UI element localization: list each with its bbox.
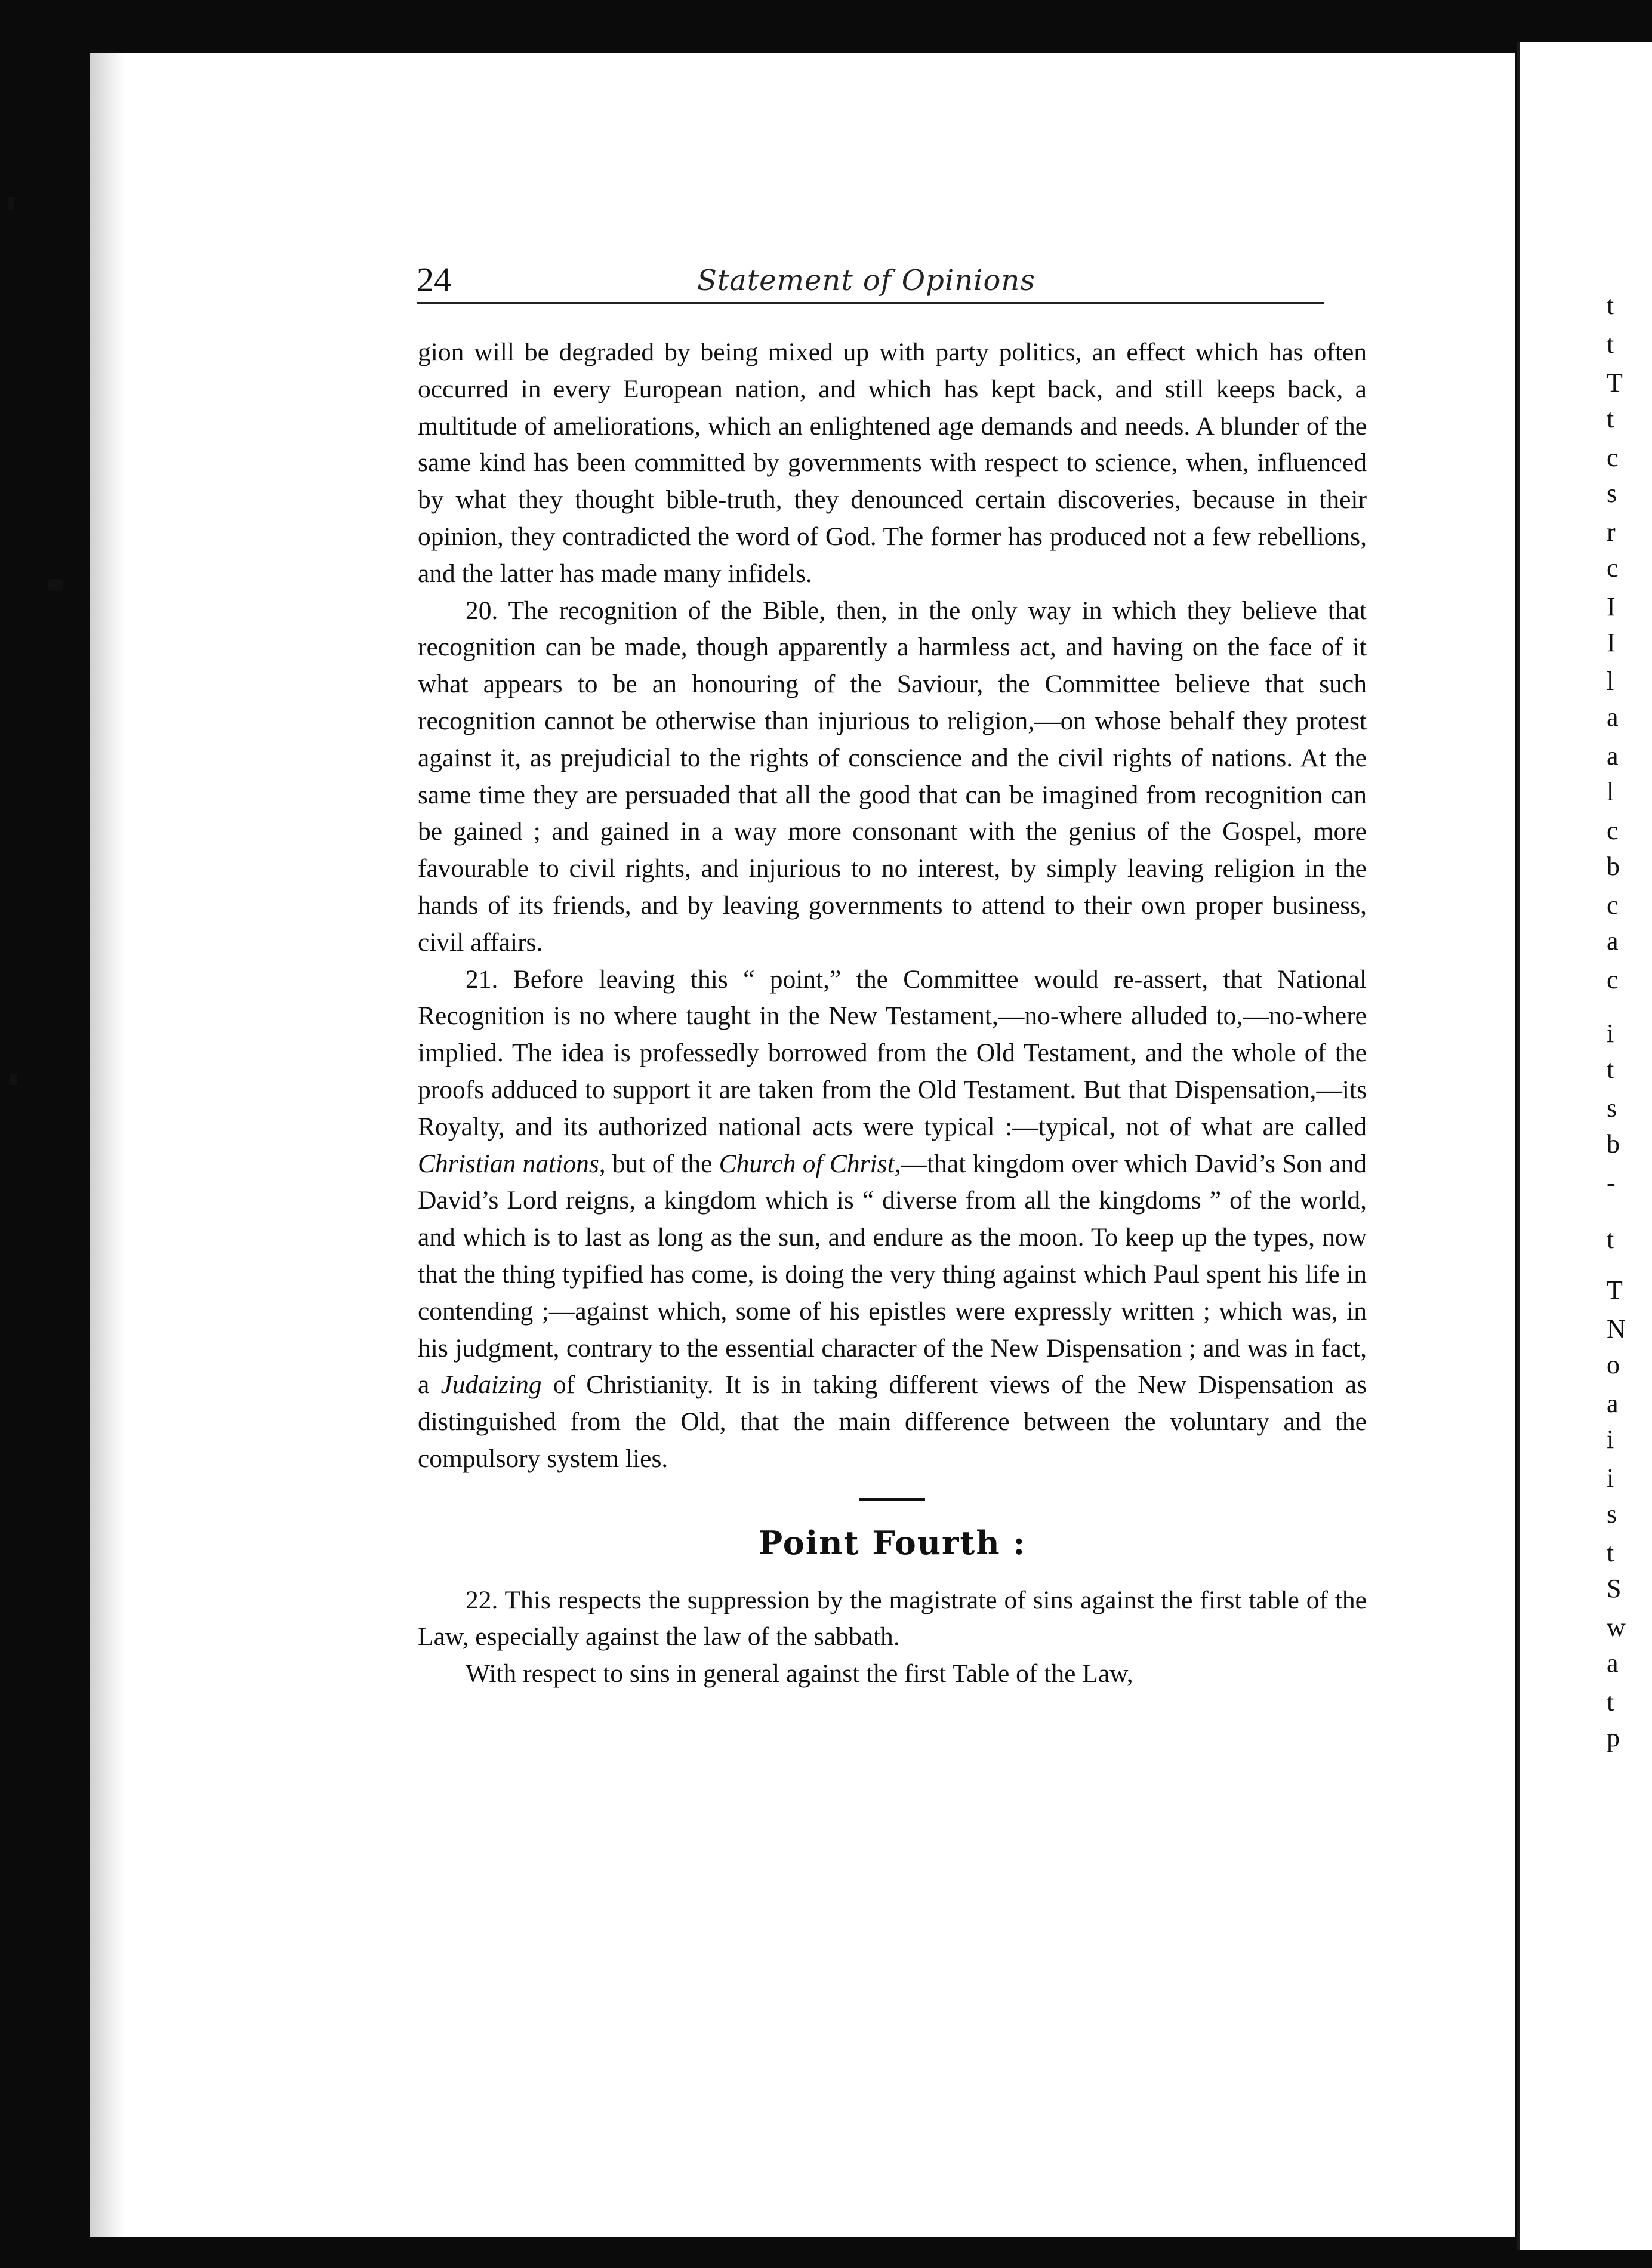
- facing-page-fragment: t: [1607, 1055, 1614, 1084]
- facing-page-fragment: i: [1607, 1425, 1614, 1454]
- facing-page-fragment: c: [1607, 553, 1619, 583]
- facing-page-fragment: a: [1607, 741, 1619, 771]
- facing-page-fragment: -: [1607, 1168, 1616, 1197]
- page-header: [417, 260, 1324, 304]
- facing-page-fragment: a: [1607, 926, 1619, 956]
- facing-page-fragment: l: [1607, 777, 1614, 806]
- facing-page-fragment: w: [1607, 1613, 1626, 1642]
- facing-page-fragment: a: [1607, 1648, 1619, 1678]
- paragraph-21: [418, 962, 1367, 1478]
- facing-page-fragment: b: [1607, 852, 1620, 881]
- facing-page-fragment: t: [1607, 404, 1614, 433]
- facing-page-fragment: I: [1607, 628, 1616, 657]
- facing-page-fragment: p: [1607, 1723, 1620, 1752]
- facing-page-fragment: s: [1607, 479, 1617, 508]
- paragraph-20: 20. The recognition of the Bible, then, in the only way in which they believe that recognition can be made, though apparently a harmless act, and having on the face of it what appears to be an honouring of the Saviour, the Committee believe that such recognition cannot be otherwise than injurious to religion,—on whose behalf they protest against it, as prejudicial to the rights of conscience and the civil rights of nations. At the same time they are persuaded that all the good that can be imagined from recognition can be gained ; and gained in a way more consonant with the genius of the Gospel, more favourable to civil rights, and injurious to no interest, by simply leaving religion in the hands of its friends, and by leaving governments to attend to their own proper business, civil affairs.: [418, 596, 1367, 957]
- margin-speck: [48, 579, 63, 591]
- facing-page-fragment: t: [1607, 1225, 1614, 1254]
- page-number: 24: [417, 260, 451, 299]
- facing-page-fragment: l: [1607, 667, 1614, 696]
- facing-page-fragment: t: [1607, 1687, 1614, 1717]
- facing-page-fragment: S: [1607, 1574, 1622, 1603]
- paragraph-21-italic-christian-nations: Christian nations,: [418, 1149, 606, 1178]
- facing-page-fragment: t: [1607, 1538, 1614, 1567]
- paragraph-22: 22. This respects the suppression by the magistrate of sins against the first table of the Law, especially against the law of the sabbath.: [418, 1585, 1367, 1651]
- section-title: Point Fourth :: [758, 1523, 1027, 1562]
- header-rule: [417, 302, 1324, 304]
- facing-page-fragment: b: [1607, 1129, 1620, 1158]
- facing-page-fragment: s: [1607, 1093, 1617, 1123]
- margin-speck: [8, 197, 14, 210]
- facing-page-fragment: r: [1607, 517, 1616, 547]
- facing-page-edge: [1517, 42, 1652, 2250]
- margin-speck: [10, 1074, 17, 1085]
- facing-page-fragment: c: [1607, 443, 1619, 472]
- binding-shadow: [90, 53, 125, 2237]
- paragraph-continuation: gion will be degraded by being mixed up with party politics, an effect which has often occurred in every European nation, and which has kept back, and still keeps back, a multitude of ameliorations, which an enlightened age demands and needs. A blunder of the same kind has been committed by governments with respect to science, when, influenced by what they thought bible-truth, they denounced certain discoveries, because in their opinion, they contradicted the word of God. The former has produced not a few rebellions, and the latter has made many infidels.: [418, 338, 1367, 588]
- facing-page-fragment: s: [1607, 1499, 1617, 1529]
- paragraph-21-italic-judaizing: Judaizing: [440, 1370, 542, 1400]
- paragraph-21-part-d: of Christianity. It is in taking different views of the New Dispensation as distinguished from the Old, that the main difference between the voluntary and the compulsory system lies.: [418, 1370, 1367, 1473]
- facing-page-fragment: c: [1607, 816, 1619, 845]
- facing-page-fragment: i: [1607, 1019, 1614, 1048]
- paragraph-21-part-c: —that kingdom over which David’s Son and David’s Lord reigns, a kingdom which is “ diverse from all the kingdoms ” of the world, and which is to last as long as the sun, and endure as the moon. To keep up the types, now that the thing typified has come, is doing the very thing against which Paul spent his life in contending ;—against which, some of his epistles were expressly written ; which was, in his judgment, contrary to the essential character of the New Dispensation ; and was in fact, a: [418, 1149, 1367, 1400]
- paragraph-23-start: With respect to sins in general against the first Table of the Law,: [466, 1659, 1133, 1688]
- facing-page-fragment: a: [1607, 1389, 1619, 1418]
- facing-page-fragment: T: [1607, 368, 1623, 397]
- section-divider: [859, 1498, 925, 1501]
- running-title: Statement of Opinions: [697, 264, 1035, 297]
- page-body: [418, 334, 1367, 1693]
- facing-page-fragment: T: [1607, 1275, 1623, 1305]
- facing-page-fragment: c: [1607, 890, 1619, 920]
- facing-page-fragment: a: [1607, 702, 1619, 732]
- paragraph-21-italic-church-of-christ: Church of Christ,: [719, 1149, 901, 1178]
- facing-page-fragment: t: [1607, 291, 1614, 320]
- facing-page-fragment: I: [1607, 592, 1616, 621]
- facing-page-fragment: o: [1607, 1350, 1620, 1379]
- paragraph-21-part-b: but of the: [605, 1149, 719, 1178]
- facing-page-fragment: c: [1607, 965, 1619, 994]
- paragraph-21-part-a: 21. Before leaving this “ point,” the Committee would re-assert, that National Recognition is no where taught in the New Testament,—no-where alluded to,—no-where implied. The idea is professedly borrowed from the Old Testament, and the whole of the proofs adduced to support it are taken from the Old Testament. But that Dispensation,—its Royalty, and its authorized national acts were typical :—typical, not of what are called: [418, 964, 1367, 1141]
- facing-page-fragment: N: [1607, 1314, 1626, 1343]
- facing-page-fragment: i: [1607, 1463, 1614, 1493]
- facing-page-fragment: t: [1607, 329, 1614, 359]
